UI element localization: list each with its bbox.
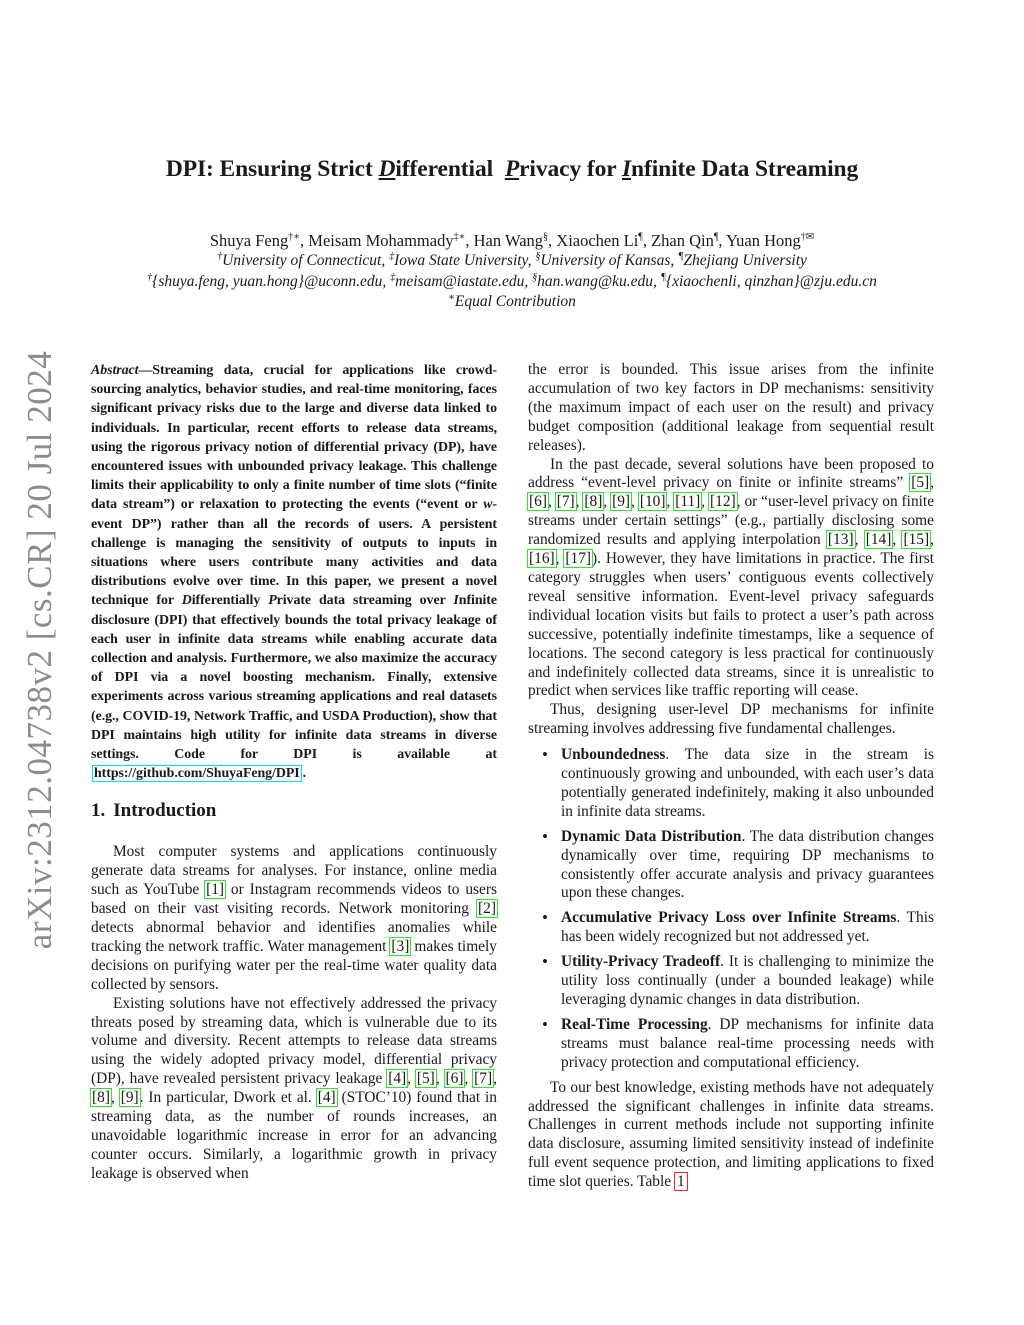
equal-contribution-note: ∗Equal Contribution	[448, 291, 576, 310]
citation-link[interactable]: [5]	[416, 1070, 435, 1088]
table-reference-link[interactable]: 1	[676, 1173, 685, 1191]
intro-paragraph-1: Most computer systems and applications continuously generate data streams for analyses. For instance, online media such as YouTube [1] or Instagram recommends videos to users based on their vast visiting records. Network monitoring [2] detects abnormal behavior and identifies anomalies while tracking the network traffic. Water management [3] makes timely decisions on purifying water per the real-time water quality data collected by sensors.	[91, 843, 497, 993]
list-item: • Dynamic Data Distribution. The data distribution changes dynamically over time, requiring DP mechanisms to consistently offer accurate analysis and privacy guarantees upon these changes.	[561, 828, 934, 904]
affiliations: †University of Connecticut, ‡Iowa State University, §University of Kansas, ¶Zhejiang University	[217, 250, 807, 269]
citation-link[interactable]: [11]	[675, 493, 701, 511]
right-paragraph-3: Thus, designing user-level DP mechanisms for infinite streaming involves addressing five fundamental challenges.	[528, 701, 934, 738]
author-emails: †{shuya.feng, yuan.hong}@uconn.edu, ‡meisam@iastate.edu, §han.wang@ku.edu, ¶{xiaochenli, qinzhan}@zju.edu.cn	[147, 271, 877, 290]
author-block	[0, 230, 1024, 313]
citation-link[interactable]: [15]	[903, 531, 930, 549]
citation-link[interactable]: [14]	[865, 531, 892, 549]
left-column	[91, 361, 497, 1184]
right-paragraph-1: the error is bounded. This issue arises from the infinite accumulation of two key factors in DP mechanisms: sensitivity (the maximum impact of each user on the result) and privacy budget composition (additional leakage from sequential result releases).	[528, 361, 934, 454]
right-column	[528, 361, 934, 1192]
citation-link[interactable]: [4]	[388, 1070, 407, 1088]
citation-link[interactable]: [12]	[710, 493, 736, 511]
author-list: Shuya Feng†∗, Meisam Mohammady‡∗, Han Wang§, Xiaochen Li¶, Zhan Qin¶, Yuan Hong†✉	[209, 231, 815, 250]
citation-link[interactable]: [6]	[445, 1070, 464, 1088]
citation-link[interactable]: [9]	[120, 1089, 139, 1107]
citation-link[interactable]: [3]	[391, 937, 410, 955]
citation-link[interactable]: [1]	[206, 881, 225, 899]
list-item: • Unboundedness. The data size in the stream is continuously growing and unbounded, with each user’s data potentially generated indefinitely, making it also unbounded in infinite data streams.	[561, 746, 934, 822]
paper-title: DPI: Ensuring Strict Differential Privacy for Infinite Data Streaming	[165, 156, 859, 182]
right-paragraph-4: To our best knowledge, existing methods have not adequately addressed the significant challenges in infinite data streams. Challenges in current methods include not supporting infinite data disclosure, assuming limited sensitivity instead of indefinite full event sequence protection, and limiting applications to fixed time slot queries. Table 1	[528, 1078, 934, 1191]
citation-link[interactable]: [8]	[92, 1089, 110, 1107]
arxiv-identifier: arXiv:2312.04738v2 [cs.CR] 20 Jul 2024	[20, 350, 59, 950]
citation-link[interactable]: [10]	[639, 493, 666, 511]
right-paragraph-2: In the past decade, several solutions have been proposed to address “event-level privacy on finite or infinite streams” [5], [6], [7], [8], [9], [10], [11], [12], or “user-level privacy on finite streams under certain settings” (e.g., partially disclosing some randomized results and applying interpolation [13], [14], [15], [16], [17]). However, they have limitations in practice. The first category struggles when users’ contiguous events collectively reveal sensitive information. Event-level privacy safeguards individual location visits but fails to protect a user’s path across successive, potentially indefinite timestamps, like a sequence of locations. The second category is less practical for continuously and indefinitely collected data streams, since it is unrealistic to predict when services like traffic reporting will cease.	[528, 455, 935, 700]
section-heading: 1. Introduction	[91, 800, 217, 822]
citation-link[interactable]: [7]	[556, 493, 575, 511]
citation-link[interactable]: [9]	[612, 493, 631, 511]
citation-link[interactable]: [4]	[317, 1089, 336, 1107]
code-repository-link[interactable]: https://github.com/ShuyaFeng/DPI	[94, 766, 300, 782]
intro-paragraph-2: Existing solutions have not effectively addressed the privacy threats posed by streaming data, which is vulnerable due to its volume and diversity. Recent attempts to release data streams using the widely adopted privacy model, differential privacy (DP), have revealed persistent privacy leakage [4], [5], [6], [7], [8], [9]. In particular, Dwork et al. [4] (STOC’10) found that in streaming data, as the number of rounds increases, an unavoidable logarithmic increase in error for an advancing counter occurs. Similarly, a logarithmic growth in privacy leakage is observed when	[91, 994, 497, 1182]
citation-link[interactable]: [17]	[565, 550, 592, 568]
list-item: • Utility-Privacy Tradeoff. It is challenging to minimize the utility loss continually (under a bounded leakage) while leveraging dynamic changes in data distribution.	[561, 953, 934, 1010]
citation-link[interactable]: [7]	[474, 1070, 493, 1088]
list-item: • Real-Time Processing. DP mechanisms for infinite data streams must balance real-time processing needs with privacy protection and computational efficiency.	[561, 1016, 934, 1073]
citation-link[interactable]: [8]	[584, 493, 603, 511]
abstract: Abstract—Streaming data, crucial for applications like crowd-sourcing analytics, behavior studies, and real-time monitoring, faces significant privacy risks due to the large and diverse data linked to individuals. In particular, recent efforts to release data streams, using the rigorous privacy notion of differential privacy (DP), have encountered issues with unbounded privacy leakage. This challenge limits their applicability to only a finite number of time slots (“finite data stream”) or relaxation to protecting the events (“event or w-event DP”) rather than all the records of users. A persistent challenge is managing the sensitivity of outputs to inputs in situations where users contribute many activities and data distributions evolve over time. In this paper, we present a novel technique for Differentially Private data streaming over Infinite disclosure (DPI) that effectively bounds the total privacy leakage of each user in infinite data streams while enabling accurate data collection and analysis. Furthermore, we also maximize the accuracy of DPI via a novel boosting mechanism. Finally, extensive experiments across various streaming applications and real datasets (e.g., COVID-19, Network Traffic, and USDA Production), show that DPI maintains high utility for infinite data streams in diverse settings. Code for DPI is available at https://github.com/ShuyaFeng/DPI .	[91, 363, 498, 782]
citation-link[interactable]: [6]	[529, 493, 547, 511]
citation-link[interactable]: [16]	[529, 550, 555, 568]
citation-link[interactable]: [2]	[478, 900, 496, 918]
list-item: • Accumulative Privacy Loss over Infinite Streams. This has been widely recognized but not addressed yet.	[561, 909, 934, 947]
citation-link[interactable]: [13]	[827, 531, 854, 549]
challenge-list	[528, 746, 934, 1073]
citation-link[interactable]: [5]	[911, 474, 930, 492]
